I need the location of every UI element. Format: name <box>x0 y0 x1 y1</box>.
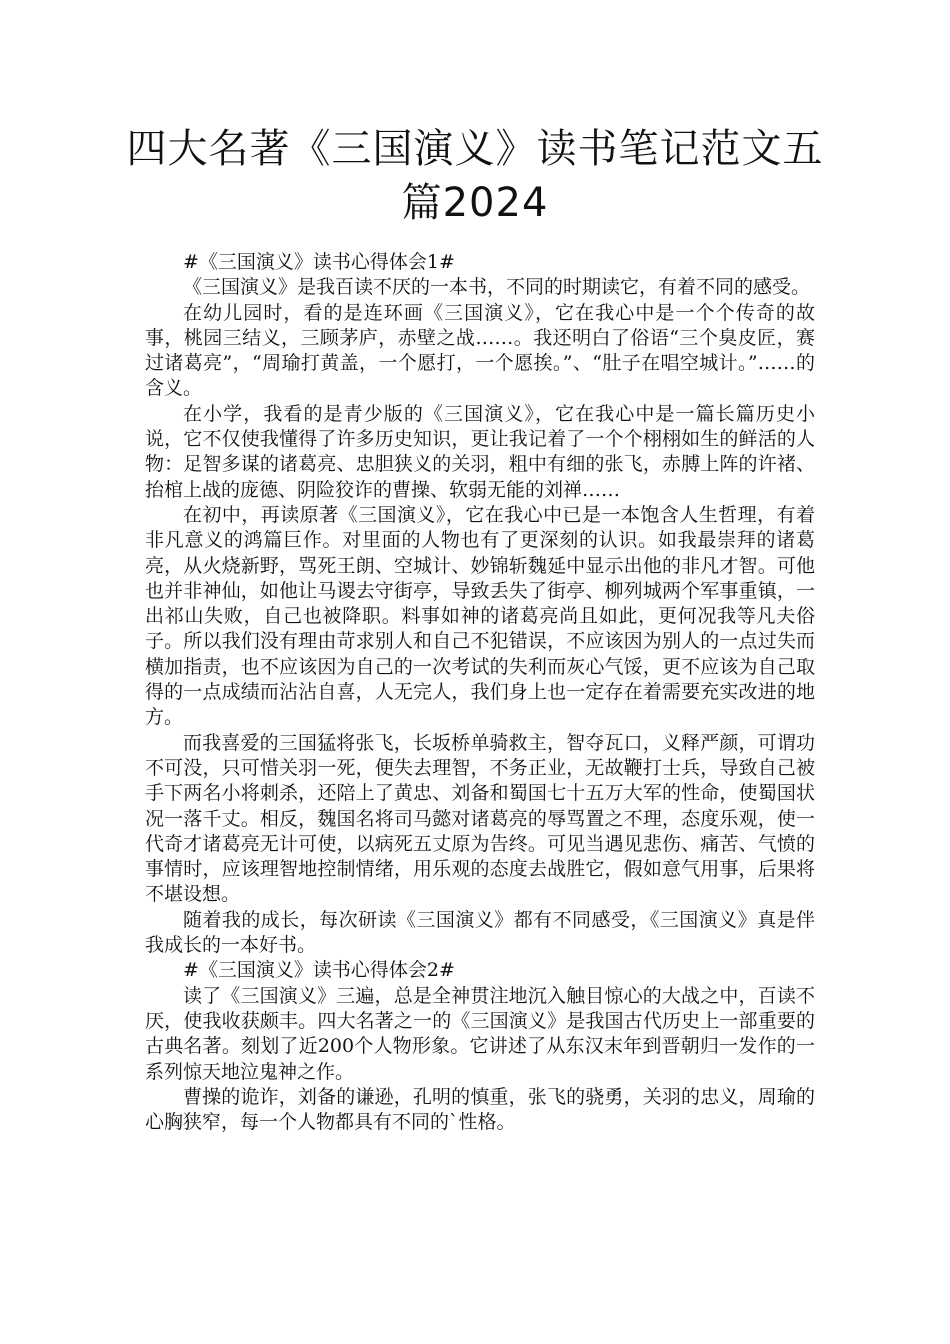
document-title: 四大名著《三国演义》读书笔记范文五篇2024 <box>126 126 824 226</box>
paragraph: 而我喜爱的三国猛将张飞，长坂桥单骑救主，智夺瓦口，义释严颜，可谓功不可没，只可惜关羽一死，便失去理智，不务正业，无故鞭打士兵，导致自己被手下两名小将刺杀，还陪上了黄忠、刘备和蜀国七十五万大军的性命，使蜀国状况一落千丈。相反，魏国名将司马懿对诸葛亮的辱骂置之不理，态度乐观，使一代奇才诸葛亮无计可使，以病死五丈原为告终。可见当遇见悲伤、痛苦、气愤的事情时，应该理智地控制情绪，用乐观的态度去战胜它，假如意气用事，后果将不堪设想。 <box>145 731 815 906</box>
section-heading-2: #《三国演义》读书心得体会2# <box>183 959 455 982</box>
paragraph: 在小学，我看的是青少版的《三国演义》，它在我心中是一篇长篇历史小说，它不仅使我懂得了许多历史知识，更让我记着了一个个栩栩如生的鲜活的人物：足智多谋的诸葛亮、忠胆狭义的关羽，粗中有细的张飞，赤膊上阵的许褚、抬棺上战的庞德、阴险狡诈的曹操、软弱无能的刘禅…… <box>145 402 815 501</box>
paragraph: 《三国演义》是我百读不厌的一本书，不同的时期读它，有着不同的感受。 <box>183 276 811 299</box>
section-heading-1: #《三国演义》读书心得体会1# <box>183 251 455 273</box>
document-body <box>145 250 815 1135</box>
paragraph: 在幼儿园时，看的是连环画《三国演义》，它在我心中是一个个传奇的故事，桃园三结义，三顾茅庐，赤壁之战……。我还明白了俗语“三个臭皮匠，赛过诸葛亮”，“周瑜打黄盖，一个愿打，一个愿挨。”、“肚子在唱空城计。”……的含义。 <box>145 301 815 400</box>
paragraph: 在初中，再读原著《三国演义》，它在我心中已是一本饱含人生哲理，有着非凡意义的鸿篇巨作。对里面的人物也有了更深刻的认识。如我最崇拜的诸葛亮，从火烧新野，骂死王朗、空城计、妙锦斩魏延中显示出他的非凡才智。可他也并非神仙，如他让马谡去守街亭，导致丢失了街亭、柳列城两个军事重镇，一出祁山失败，自己也被降职。料事如神的诸葛亮尚且如此，更何况我等凡夫俗子。所以我们没有理由苛求别人和自己不犯错误，不应该因为别人的一点过失而横加指责，也不应该因为自己的一次考试的失利而灰心气馁，更不应该为自己取得的一点成绩而沾沾自喜，人无完人，我们身上也一定存在着需要充实改进的地方。 <box>145 503 815 729</box>
paragraph: 随着我的成长，每次研读《三国演义》都有不同感受，《三国演义》真是伴我成长的一本好书。 <box>145 908 815 957</box>
paragraph: 曹操的诡诈，刘备的谦逊，孔明的慎重，张飞的骁勇，关羽的忠义，周瑜的心胸狭窄，每一个人物都具有不同的`性格。 <box>145 1085 815 1134</box>
paragraph: 读了《三国演义》三遍，总是全神贯注地沉入触目惊心的大战之中，百读不厌，使我收获颇丰。四大名著之一的《三国演义》是我国古代历史上一部重要的古典名著。刻划了近200个人物形象。它讲述了从东汉末年到晋朝归一发作的一系列惊天地泣鬼神之作。 <box>145 984 815 1083</box>
